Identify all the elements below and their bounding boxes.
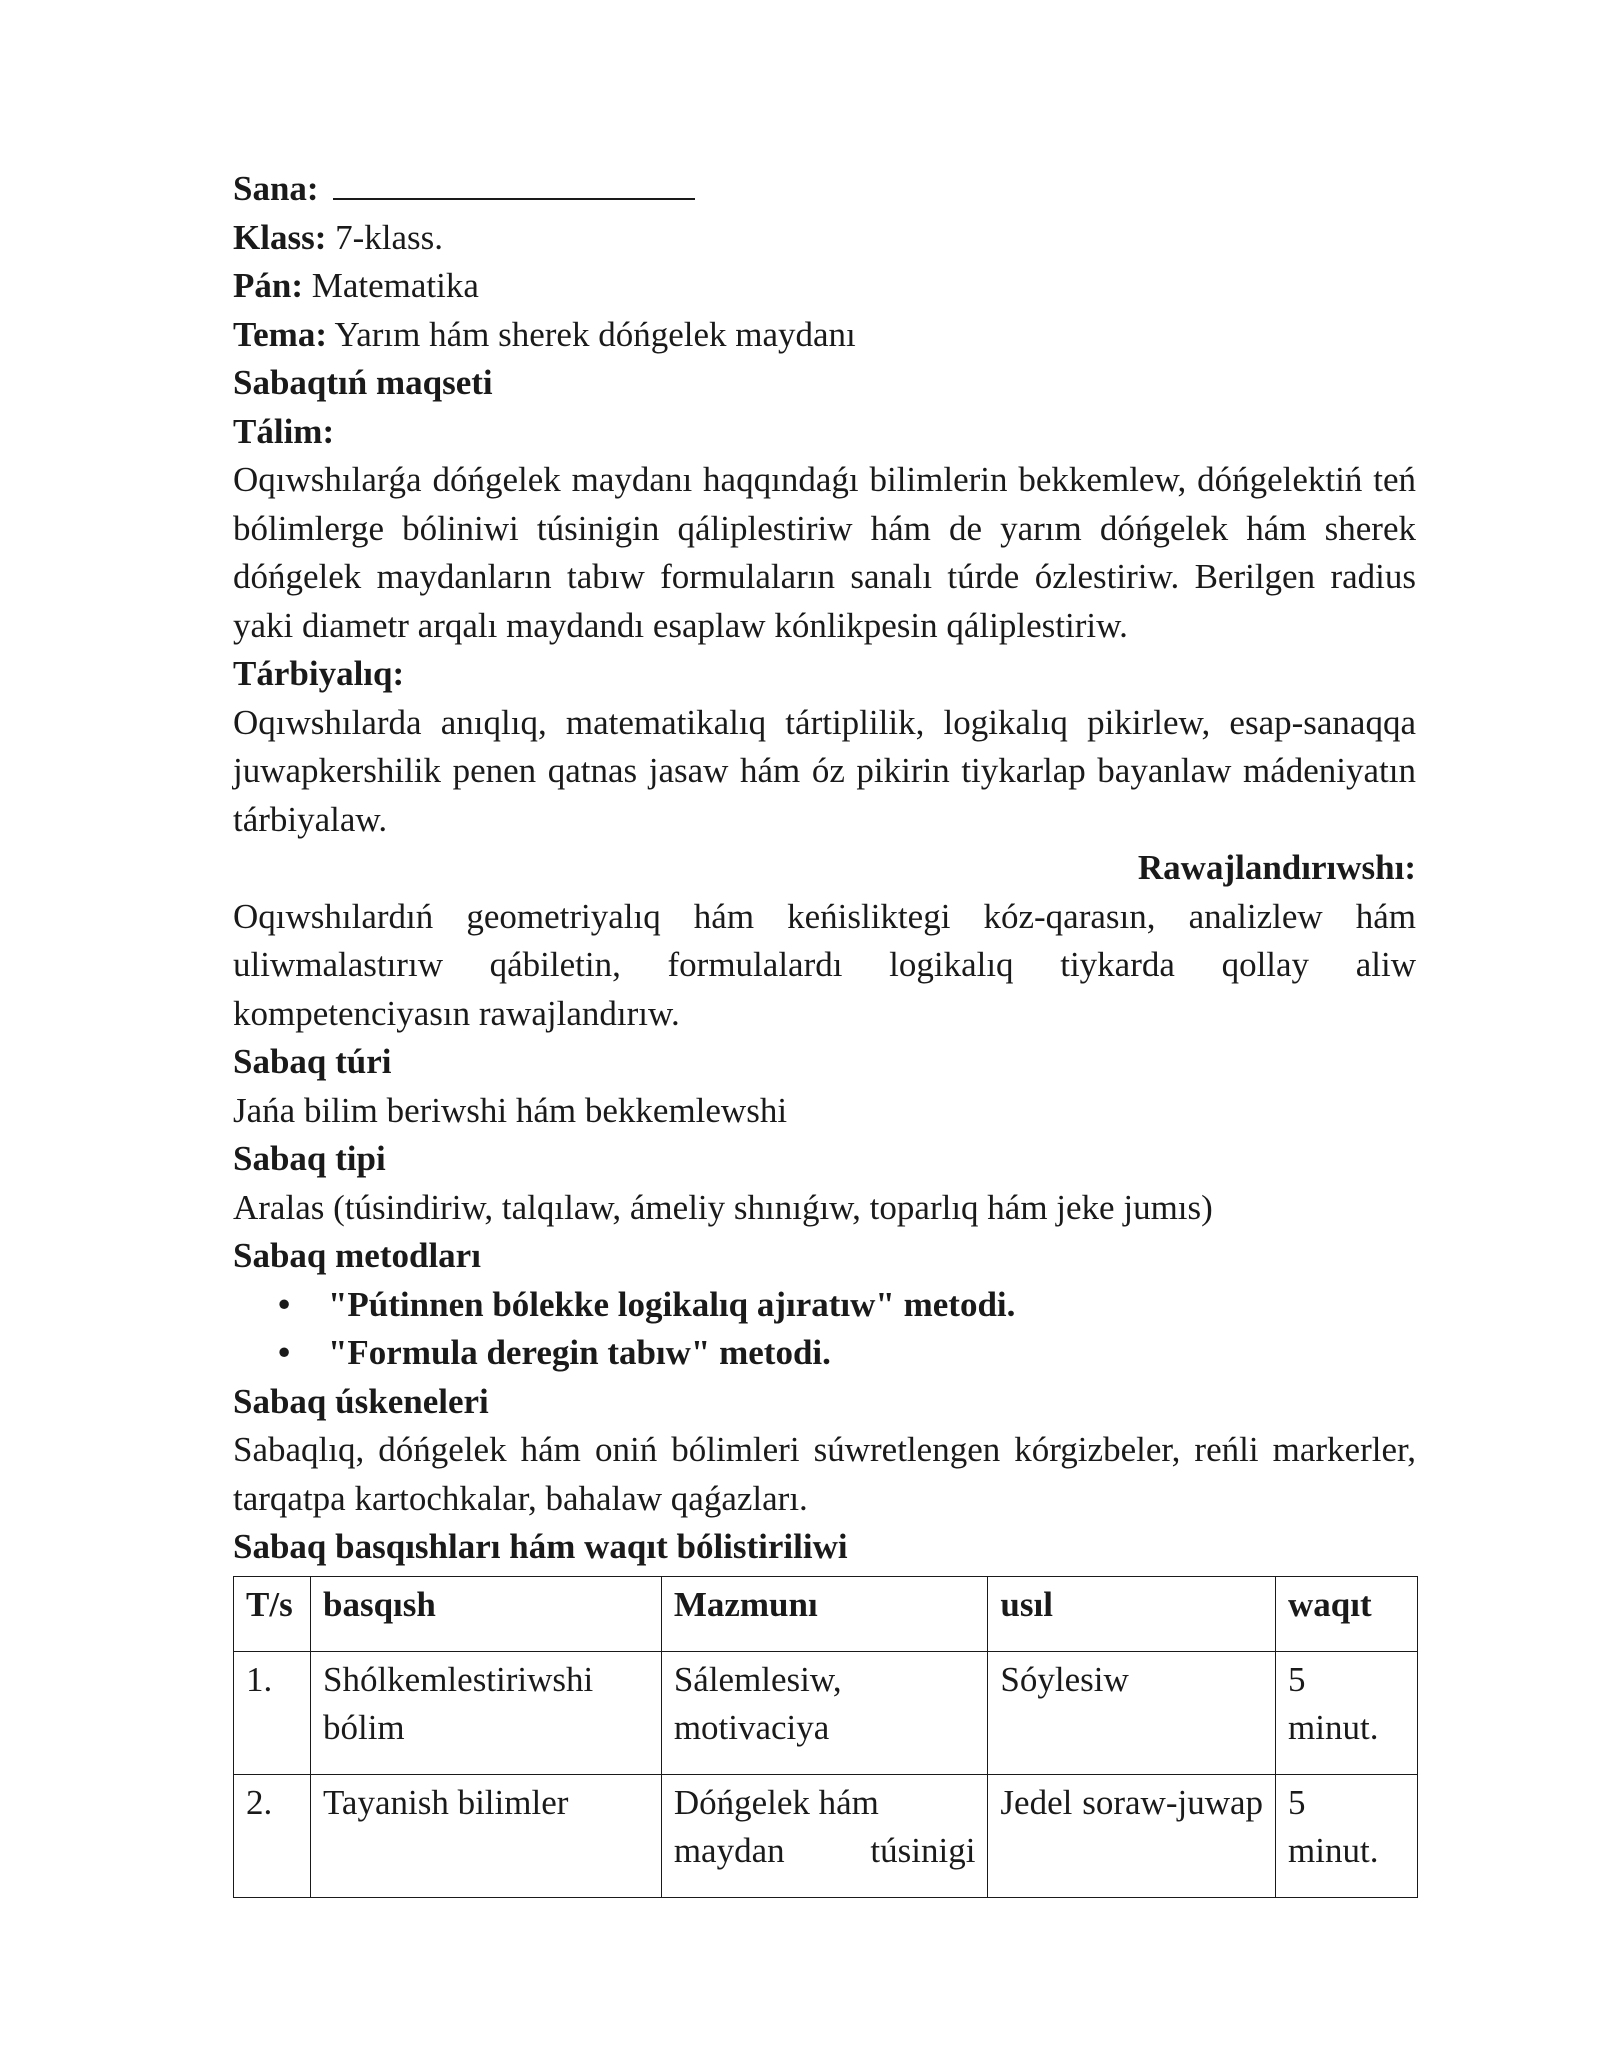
header-time: waqıt: [1276, 1576, 1418, 1651]
class-label: Klass:: [233, 217, 327, 257]
development-text: Oqıwshılardıń geometriyalıq hám keńisliktegi kóz-qarasın, analizlew hám uliwmalastırıw qábiletin, formulalardı logikalıq tiykarda qollay aliw kompetenciyasın rawajlandırıw.: [233, 896, 1416, 1033]
header-number: T/s: [234, 1576, 311, 1651]
lesson-kind-value: Aralas (túsindiriw, talqılaw, ámeliy shınıǵıw, toparlıq hám jeke jumıs): [233, 1187, 1213, 1227]
content-cell: Sálemlesiw, motivaciya: [661, 1651, 988, 1774]
methods-list: [233, 1281, 1416, 1378]
row-number-cell: 2.: [234, 1774, 311, 1897]
table-row: [234, 1651, 1418, 1774]
subject-line: [233, 262, 1416, 311]
education-text: Oqıwshılarǵa dóńgelek maydanı haqqındaǵı bilimlerin bekkemlew, dóńgelektiń teń bólimlerge bóliniwi túsinigin qáliplestiriw hám de yarım dóńgelek hám sherek dóńgelek maydanların tabıw formulaların sanalı túrde ózlestiriw. Berilgen radius yaki diametr arqalı maydandı esaplaw kónlikpesin qáliplestiriw.: [233, 460, 1416, 645]
time-cell: 5 minut.: [1276, 1651, 1418, 1774]
header-method: usıl: [988, 1576, 1276, 1651]
header-stage: basqısh: [310, 1576, 661, 1651]
list-item: • "Formula deregin tabıw" metodi.: [233, 1329, 1416, 1378]
time-cell: 5 minut.: [1276, 1774, 1418, 1897]
upbringing-label: Tárbiyalıq:: [233, 654, 405, 693]
header-content: Mazmunı: [661, 1576, 988, 1651]
topic-line: [233, 311, 1416, 360]
lesson-type-value: Jańa bilim beriwshi hám bekkemlewshi: [233, 1090, 788, 1130]
education-label: Tálim:: [233, 411, 335, 451]
stages-table: [233, 1576, 1418, 1898]
goals-heading: Sabaqtıń maqseti: [233, 363, 493, 402]
upbringing-text: Oqıwshılarda anıqlıq, matematikalıq tártiplilik, logikalıq pikirlew, esap-sanaqqa juwapkershilik penen qatnas jasaw hám óz pikirin tiykarlap bayanlaw mádeniyatın tárbiyalaw.: [233, 702, 1416, 839]
method-cell: Jedel soraw-juwap: [988, 1774, 1276, 1897]
subject-value: Matematika: [311, 266, 479, 305]
equipment-text: Sabaqlıq, dóńgelek hám oniń bólimleri súwretlengen kórgizbeler, reńli markerler, tarqatpa kartochkalar, bahalaw qaǵazları.: [233, 1430, 1416, 1518]
topic-label: Tema:: [233, 314, 327, 354]
development-label: Rawajlandırıwshı:: [1137, 848, 1416, 887]
subject-label: Pán:: [233, 266, 303, 305]
table-header-row: [234, 1576, 1418, 1651]
list-item: • "Pútinnen bólekke logikalıq ajıratıw" metodi.: [233, 1281, 1416, 1330]
method-cell: Sóylesiw: [988, 1651, 1276, 1774]
stage-cell: Shólkemlestiriwshi bólim: [310, 1651, 661, 1774]
date-label: Sana:: [233, 169, 319, 208]
lesson-type-label: Sabaq túri: [233, 1042, 392, 1081]
topic-value: Yarım hám sherek dóńgelek maydanı: [334, 314, 856, 354]
lesson-kind-label: Sabaq tipi: [233, 1139, 386, 1178]
document-content: [233, 165, 1416, 1898]
lesson-methods-label: Sabaq metodları: [233, 1236, 481, 1275]
equipment-label: Sabaq úskeneleri: [233, 1381, 489, 1421]
stage-cell: Tayanish bilimler: [310, 1774, 661, 1897]
content-cell: Dóńgelek hám maydan túsinigi: [661, 1774, 988, 1897]
date-blank-field: [333, 168, 695, 200]
table-row: [234, 1774, 1418, 1897]
class-line: [233, 214, 1416, 263]
date-line: [233, 165, 1416, 214]
row-number-cell: 1.: [234, 1651, 311, 1774]
stages-label: Sabaq basqıshları hám waqıt bólistiriliwi: [233, 1527, 848, 1566]
class-value: 7-klass.: [335, 217, 444, 257]
